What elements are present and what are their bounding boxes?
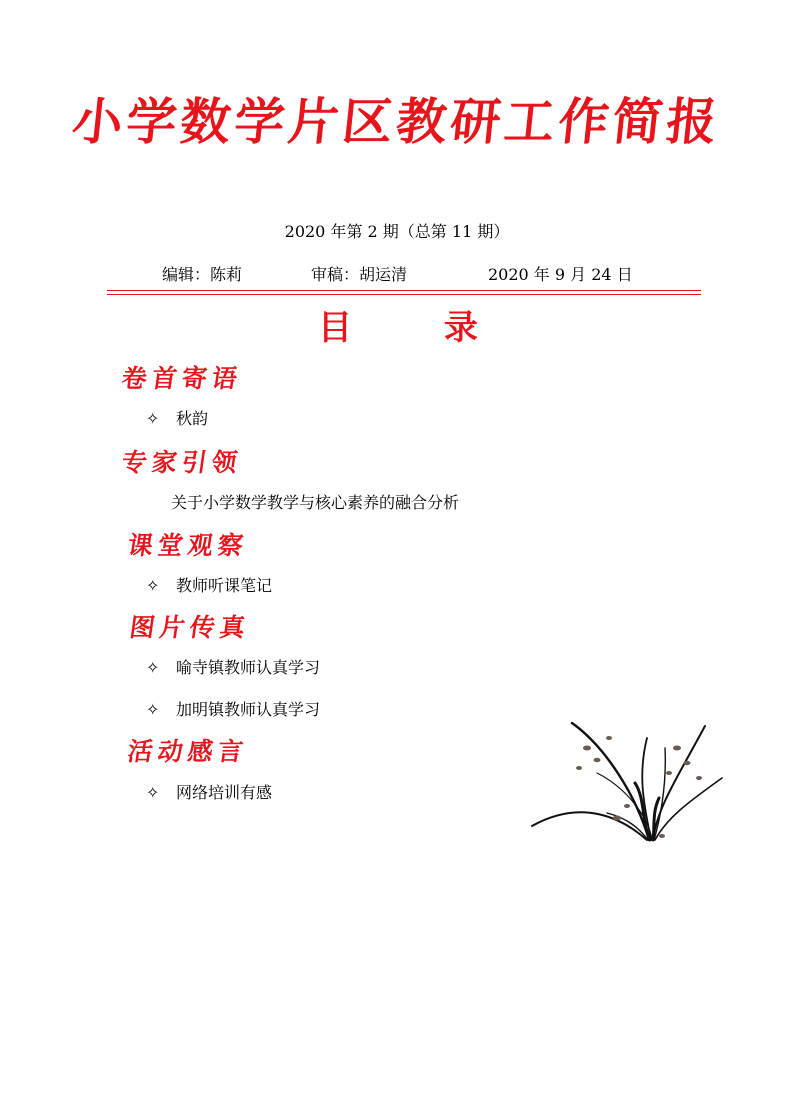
star-bullet-icon: ✧ xyxy=(146,700,160,719)
toc-item-label: 关于小学数学教学与核心素养的融合分析 xyxy=(171,493,460,512)
publish-date: 2020 年 9 月 24 日 xyxy=(488,265,633,284)
star-bullet-icon: ✧ xyxy=(146,658,160,677)
section-heading-classroom: 课堂观察 xyxy=(125,531,250,560)
toc-title-left: 目 xyxy=(318,308,352,348)
toc-item-label: 秋韵 xyxy=(176,409,209,428)
toc-item-label: 教师听课笔记 xyxy=(176,576,273,595)
toc-title xyxy=(318,300,478,349)
star-bullet-icon: ✧ xyxy=(146,783,160,802)
toc-item[interactable] xyxy=(146,780,272,803)
toc-item[interactable] xyxy=(146,655,320,678)
star-bullet-icon: ✧ xyxy=(146,576,160,595)
section-heading-photos: 图片传真 xyxy=(127,613,252,642)
header-divider-bottom xyxy=(107,294,701,295)
editor-credit: 编辑：陈莉 xyxy=(162,265,243,284)
toc-item-label: 喻寺镇教师认真学习 xyxy=(176,658,321,677)
star-bullet-icon: ✧ xyxy=(146,409,160,428)
section-heading-expert: 专家引领 xyxy=(119,448,244,477)
reviewer-credit: 审稿：胡运清 xyxy=(311,265,408,284)
toc-item[interactable] xyxy=(171,490,459,513)
header-divider-top xyxy=(107,290,701,291)
toc-item[interactable] xyxy=(146,697,320,720)
toc-item[interactable] xyxy=(146,573,272,596)
issue-number: 2020 年第 2 期（总第 11 期） xyxy=(284,222,510,241)
section-heading-reflections: 活动感言 xyxy=(125,737,250,766)
toc-item-label: 网络培训有感 xyxy=(176,783,273,802)
orchid-ink-painting-icon xyxy=(527,718,727,848)
toc-item[interactable] xyxy=(146,406,208,429)
toc-title-right: 录 xyxy=(443,308,478,348)
toc-item-label: 加明镇教师认真学习 xyxy=(176,700,321,719)
newsletter-title: 小学数学片区教研工作简报 xyxy=(69,93,724,151)
section-heading-foreword: 卷首寄语 xyxy=(119,364,244,393)
